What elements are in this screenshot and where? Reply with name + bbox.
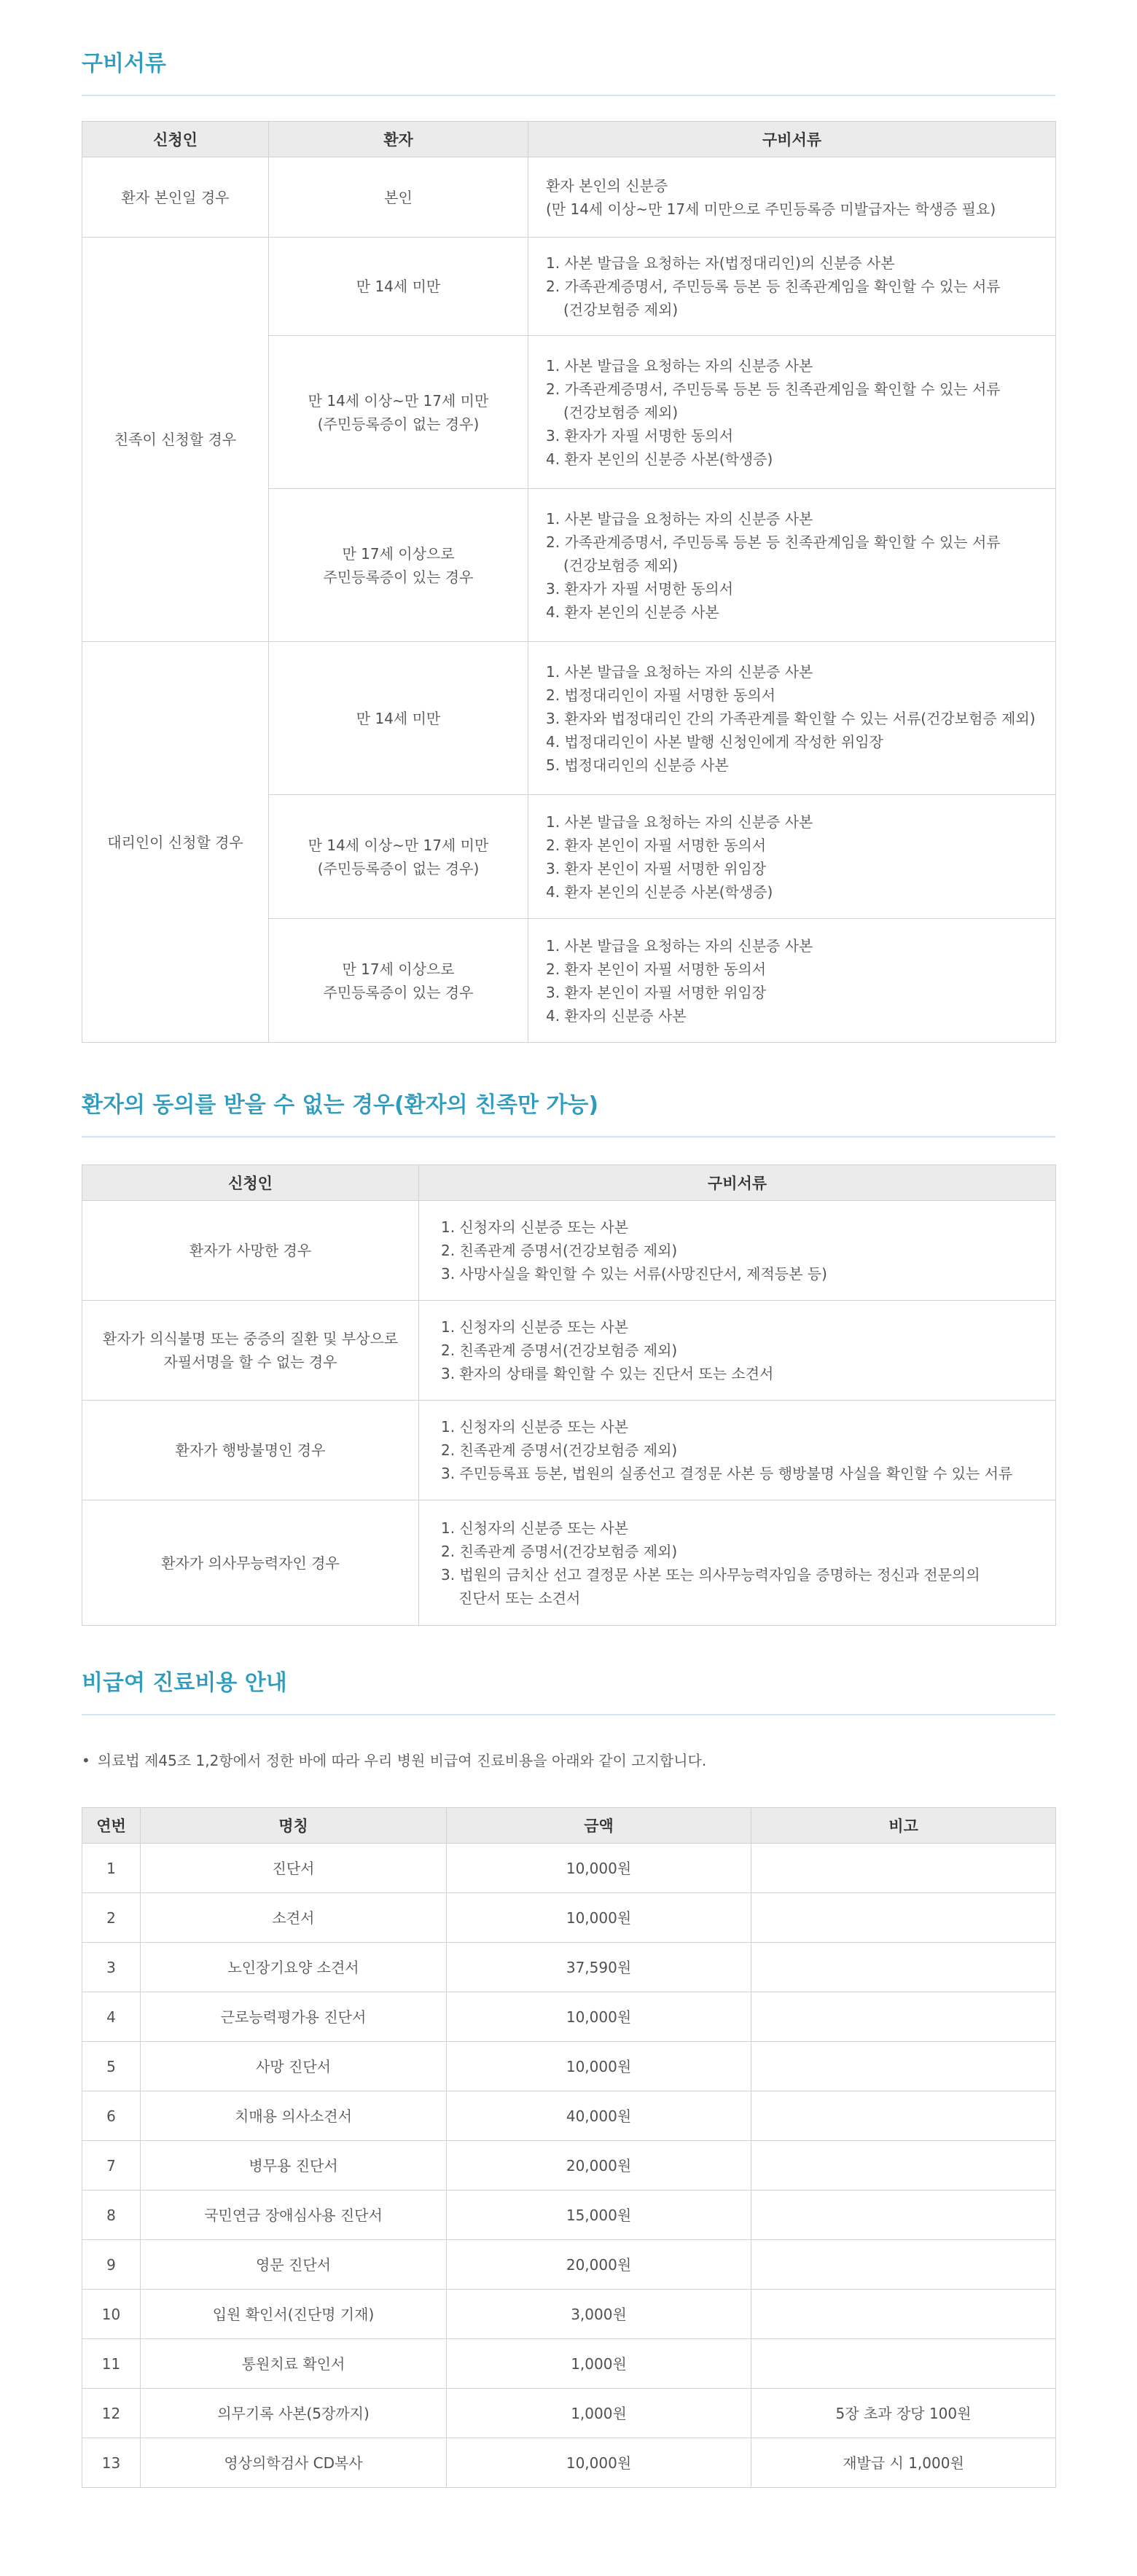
remark-cell <box>751 1893 1056 1943</box>
number-cell: 1 <box>82 1844 141 1893</box>
price-cell: 20,000원 <box>447 2141 751 2191</box>
remark-cell <box>751 2191 1056 2240</box>
name-cell: 노인장기요양 소견서 <box>141 1943 447 1992</box>
remark-cell <box>751 2042 1056 2091</box>
price-cell: 10,000원 <box>447 2042 751 2091</box>
section-title-no-consent: 환자의 동의를 받을 수 없는 경우(환자의 친족만 가능) <box>82 1091 1055 1138</box>
table-row <box>82 2191 1056 2240</box>
number-cell: 9 <box>82 2240 141 2290</box>
table-row <box>82 1301 1056 1401</box>
name-cell: 소견서 <box>141 1893 447 1943</box>
remark-cell <box>751 1844 1056 1893</box>
table-row <box>82 2141 1056 2191</box>
patient-cell: 만 14세 이상~만 17세 미만 (주민등록증이 없는 경우) <box>269 336 528 489</box>
name-cell: 병무용 진단서 <box>141 2141 447 2191</box>
price-cell: 37,590원 <box>447 1943 751 1992</box>
patient-cell: 만 14세 미만 <box>269 238 528 336</box>
documents-cell: 1. 신청자의 신분증 또는 사본 2. 친족관계 증명서(건강보험증 제외) 3. 사망사실을 확인할 수 있는 서류(사망진단서, 제적등본 등) <box>419 1201 1056 1301</box>
name-cell: 통원치료 확인서 <box>141 2339 447 2389</box>
table-row <box>82 2091 1056 2141</box>
patient-cell: 만 14세 미만 <box>269 642 528 795</box>
table-row <box>82 1201 1056 1301</box>
number-cell: 4 <box>82 1992 141 2042</box>
price-cell: 10,000원 <box>447 1844 751 1893</box>
applicant-cell: 환자가 행방불명인 경우 <box>82 1401 419 1500</box>
table-row <box>82 2240 1056 2290</box>
no-consent-table <box>82 1164 1056 1626</box>
price-cell: 15,000원 <box>447 2191 751 2240</box>
documents-cell: 1. 사본 발급을 요청하는 자(법정대리인)의 신분증 사본 2. 가족관계증명서, 주민등록 등본 등 친족관계임을 확인할 수 있는 서류 (건강보험증 제외) <box>528 238 1056 336</box>
price-cell: 3,000원 <box>447 2290 751 2339</box>
number-cell: 10 <box>82 2290 141 2339</box>
name-cell: 입원 확인서(진단명 기재) <box>141 2290 447 2339</box>
remark-cell <box>751 2339 1056 2389</box>
header-price: 금액 <box>447 1808 751 1844</box>
header-name: 명칭 <box>141 1808 447 1844</box>
price-cell: 10,000원 <box>447 2438 751 2488</box>
patient-cell: 만 14세 이상~만 17세 미만 (주민등록증이 없는 경우) <box>269 795 528 919</box>
applicant-cell: 환자가 의식불명 또는 중증의 질환 및 부상으로 자필서명을 할 수 없는 경우 <box>82 1301 419 1401</box>
table-row <box>82 1893 1056 1943</box>
section-title-fees: 비급여 진료비용 안내 <box>82 1669 1055 1715</box>
number-cell: 6 <box>82 2091 141 2141</box>
price-cell: 10,000원 <box>447 1893 751 1943</box>
applicant-cell: 환자가 의사무능력자인 경우 <box>82 1500 419 1626</box>
fees-table <box>82 1807 1056 2488</box>
number-cell: 3 <box>82 1943 141 1992</box>
header-patient: 환자 <box>269 122 528 157</box>
applicant-cell: 환자가 사망한 경우 <box>82 1201 419 1301</box>
table-row <box>82 1992 1056 2042</box>
table-row <box>82 1943 1056 1992</box>
name-cell: 치매용 의사소견서 <box>141 2091 447 2141</box>
number-cell: 12 <box>82 2389 141 2438</box>
table-row <box>82 2290 1056 2339</box>
number-cell: 7 <box>82 2141 141 2191</box>
documents-cell: 환자 본인의 신분증 (만 14세 이상~만 17세 미만으로 주민등록증 미발급자는 학생증 필요) <box>528 157 1056 238</box>
documents-cell: 1. 사본 발급을 요청하는 자의 신분증 사본 2. 가족관계증명서, 주민등록 등본 등 친족관계임을 확인할 수 있는 서류 (건강보험증 제외) 3. 환자가 자필 서명한 동의서 4. 환자 본인의 신분증 사본(학생증) <box>528 336 1056 489</box>
documents-cell: 1. 사본 발급을 요청하는 자의 신분증 사본 2. 법정대리인이 자필 서명한 동의서 3. 환자와 법정대리인 간의 가족관계를 확인할 수 있는 서류(건강보험증 제외) 4. 법정대리인이 사본 발행 신청인에게 작성한 위임장 5. 법정대리인의 신분증 사본 <box>528 642 1056 795</box>
number-cell: 2 <box>82 1893 141 1943</box>
header-applicant: 신청인 <box>82 122 269 157</box>
table-row <box>82 2339 1056 2389</box>
table-row <box>82 2438 1056 2488</box>
header-documents: 구비서류 <box>419 1165 1056 1201</box>
name-cell: 사망 진단서 <box>141 2042 447 2091</box>
remark-cell <box>751 1992 1056 2042</box>
remark-cell <box>751 2091 1056 2141</box>
price-cell: 1,000원 <box>447 2339 751 2389</box>
patient-cell: 만 17세 이상으로 주민등록증이 있는 경우 <box>269 489 528 642</box>
name-cell: 의무기록 사본(5장까지) <box>141 2389 447 2438</box>
fees-notice: • 의료법 제45조 1,2항에서 정한 바에 따라 우리 병원 비급여 진료비용을 아래와 같이 고지합니다. <box>82 1752 707 1769</box>
name-cell: 영상의학검사 CD복사 <box>141 2438 447 2488</box>
remark-cell <box>751 2240 1056 2290</box>
remark-cell <box>751 2290 1056 2339</box>
table-row <box>82 157 1056 238</box>
documents-cell: 1. 신청자의 신분증 또는 사본 2. 친족관계 증명서(건강보험증 제외) 3. 법원의 금치산 선고 결정문 사본 또는 의사무능력자임을 증명하는 정신과 전문의의 진단서 또는 소견서 <box>419 1500 1056 1626</box>
remark-cell <box>751 2141 1056 2191</box>
price-cell: 1,000원 <box>447 2389 751 2438</box>
patient-cell: 본인 <box>269 157 528 238</box>
name-cell: 국민연금 장애심사용 진단서 <box>141 2191 447 2240</box>
name-cell: 영문 진단서 <box>141 2240 447 2290</box>
table-row <box>82 238 1056 336</box>
number-cell: 13 <box>82 2438 141 2488</box>
documents-table <box>82 121 1056 1043</box>
header-documents: 구비서류 <box>528 122 1056 157</box>
table-row <box>82 2389 1056 2438</box>
number-cell: 8 <box>82 2191 141 2240</box>
documents-cell: 1. 사본 발급을 요청하는 자의 신분증 사본 2. 가족관계증명서, 주민등록 등본 등 친족관계임을 확인할 수 있는 서류 (건강보험증 제외) 3. 환자가 자필 서명한 동의서 4. 환자 본인의 신분증 사본 <box>528 489 1056 642</box>
applicant-cell: 환자 본인일 경우 <box>82 157 269 238</box>
documents-cell: 1. 사본 발급을 요청하는 자의 신분증 사본 2. 환자 본인이 자필 서명한 동의서 3. 환자 본인이 자필 서명한 위임장 4. 환자 본인의 신분증 사본(학생증) <box>528 795 1056 919</box>
header-remark: 비고 <box>751 1808 1056 1844</box>
documents-cell: 1. 사본 발급을 요청하는 자의 신분증 사본 2. 환자 본인이 자필 서명한 동의서 3. 환자 본인이 자필 서명한 위임장 4. 환자의 신분증 사본 <box>528 919 1056 1043</box>
applicant-cell: 친족이 신청할 경우 <box>82 238 269 642</box>
remark-cell: 재발급 시 1,000원 <box>751 2438 1056 2488</box>
table-row <box>82 2042 1056 2091</box>
number-cell: 11 <box>82 2339 141 2389</box>
price-cell: 40,000원 <box>447 2091 751 2141</box>
table-row <box>82 1401 1056 1500</box>
header-number: 연번 <box>82 1808 141 1844</box>
section-title-documents: 구비서류 <box>82 50 1055 96</box>
header-applicant: 신청인 <box>82 1165 419 1201</box>
patient-cell: 만 17세 이상으로 주민등록증이 있는 경우 <box>269 919 528 1043</box>
remark-cell <box>751 1943 1056 1992</box>
documents-cell: 1. 신청자의 신분증 또는 사본 2. 친족관계 증명서(건강보험증 제외) 3. 환자의 상태를 확인할 수 있는 진단서 또는 소견서 <box>419 1301 1056 1401</box>
name-cell: 근로능력평가용 진단서 <box>141 1992 447 2042</box>
table-row <box>82 642 1056 795</box>
table-row <box>82 1844 1056 1893</box>
price-cell: 10,000원 <box>447 1992 751 2042</box>
applicant-cell: 대리인이 신청할 경우 <box>82 642 269 1043</box>
bullet-icon: • <box>82 1752 90 1769</box>
name-cell: 진단서 <box>141 1844 447 1893</box>
number-cell: 5 <box>82 2042 141 2091</box>
documents-cell: 1. 신청자의 신분증 또는 사본 2. 친족관계 증명서(건강보험증 제외) 3. 주민등록표 등본, 법원의 실종선고 결정문 사본 등 행방불명 사실을 확인할 수 있는 서류 <box>419 1401 1056 1500</box>
table-row <box>82 1500 1056 1626</box>
remark-cell: 5장 초과 장당 100원 <box>751 2389 1056 2438</box>
price-cell: 20,000원 <box>447 2240 751 2290</box>
